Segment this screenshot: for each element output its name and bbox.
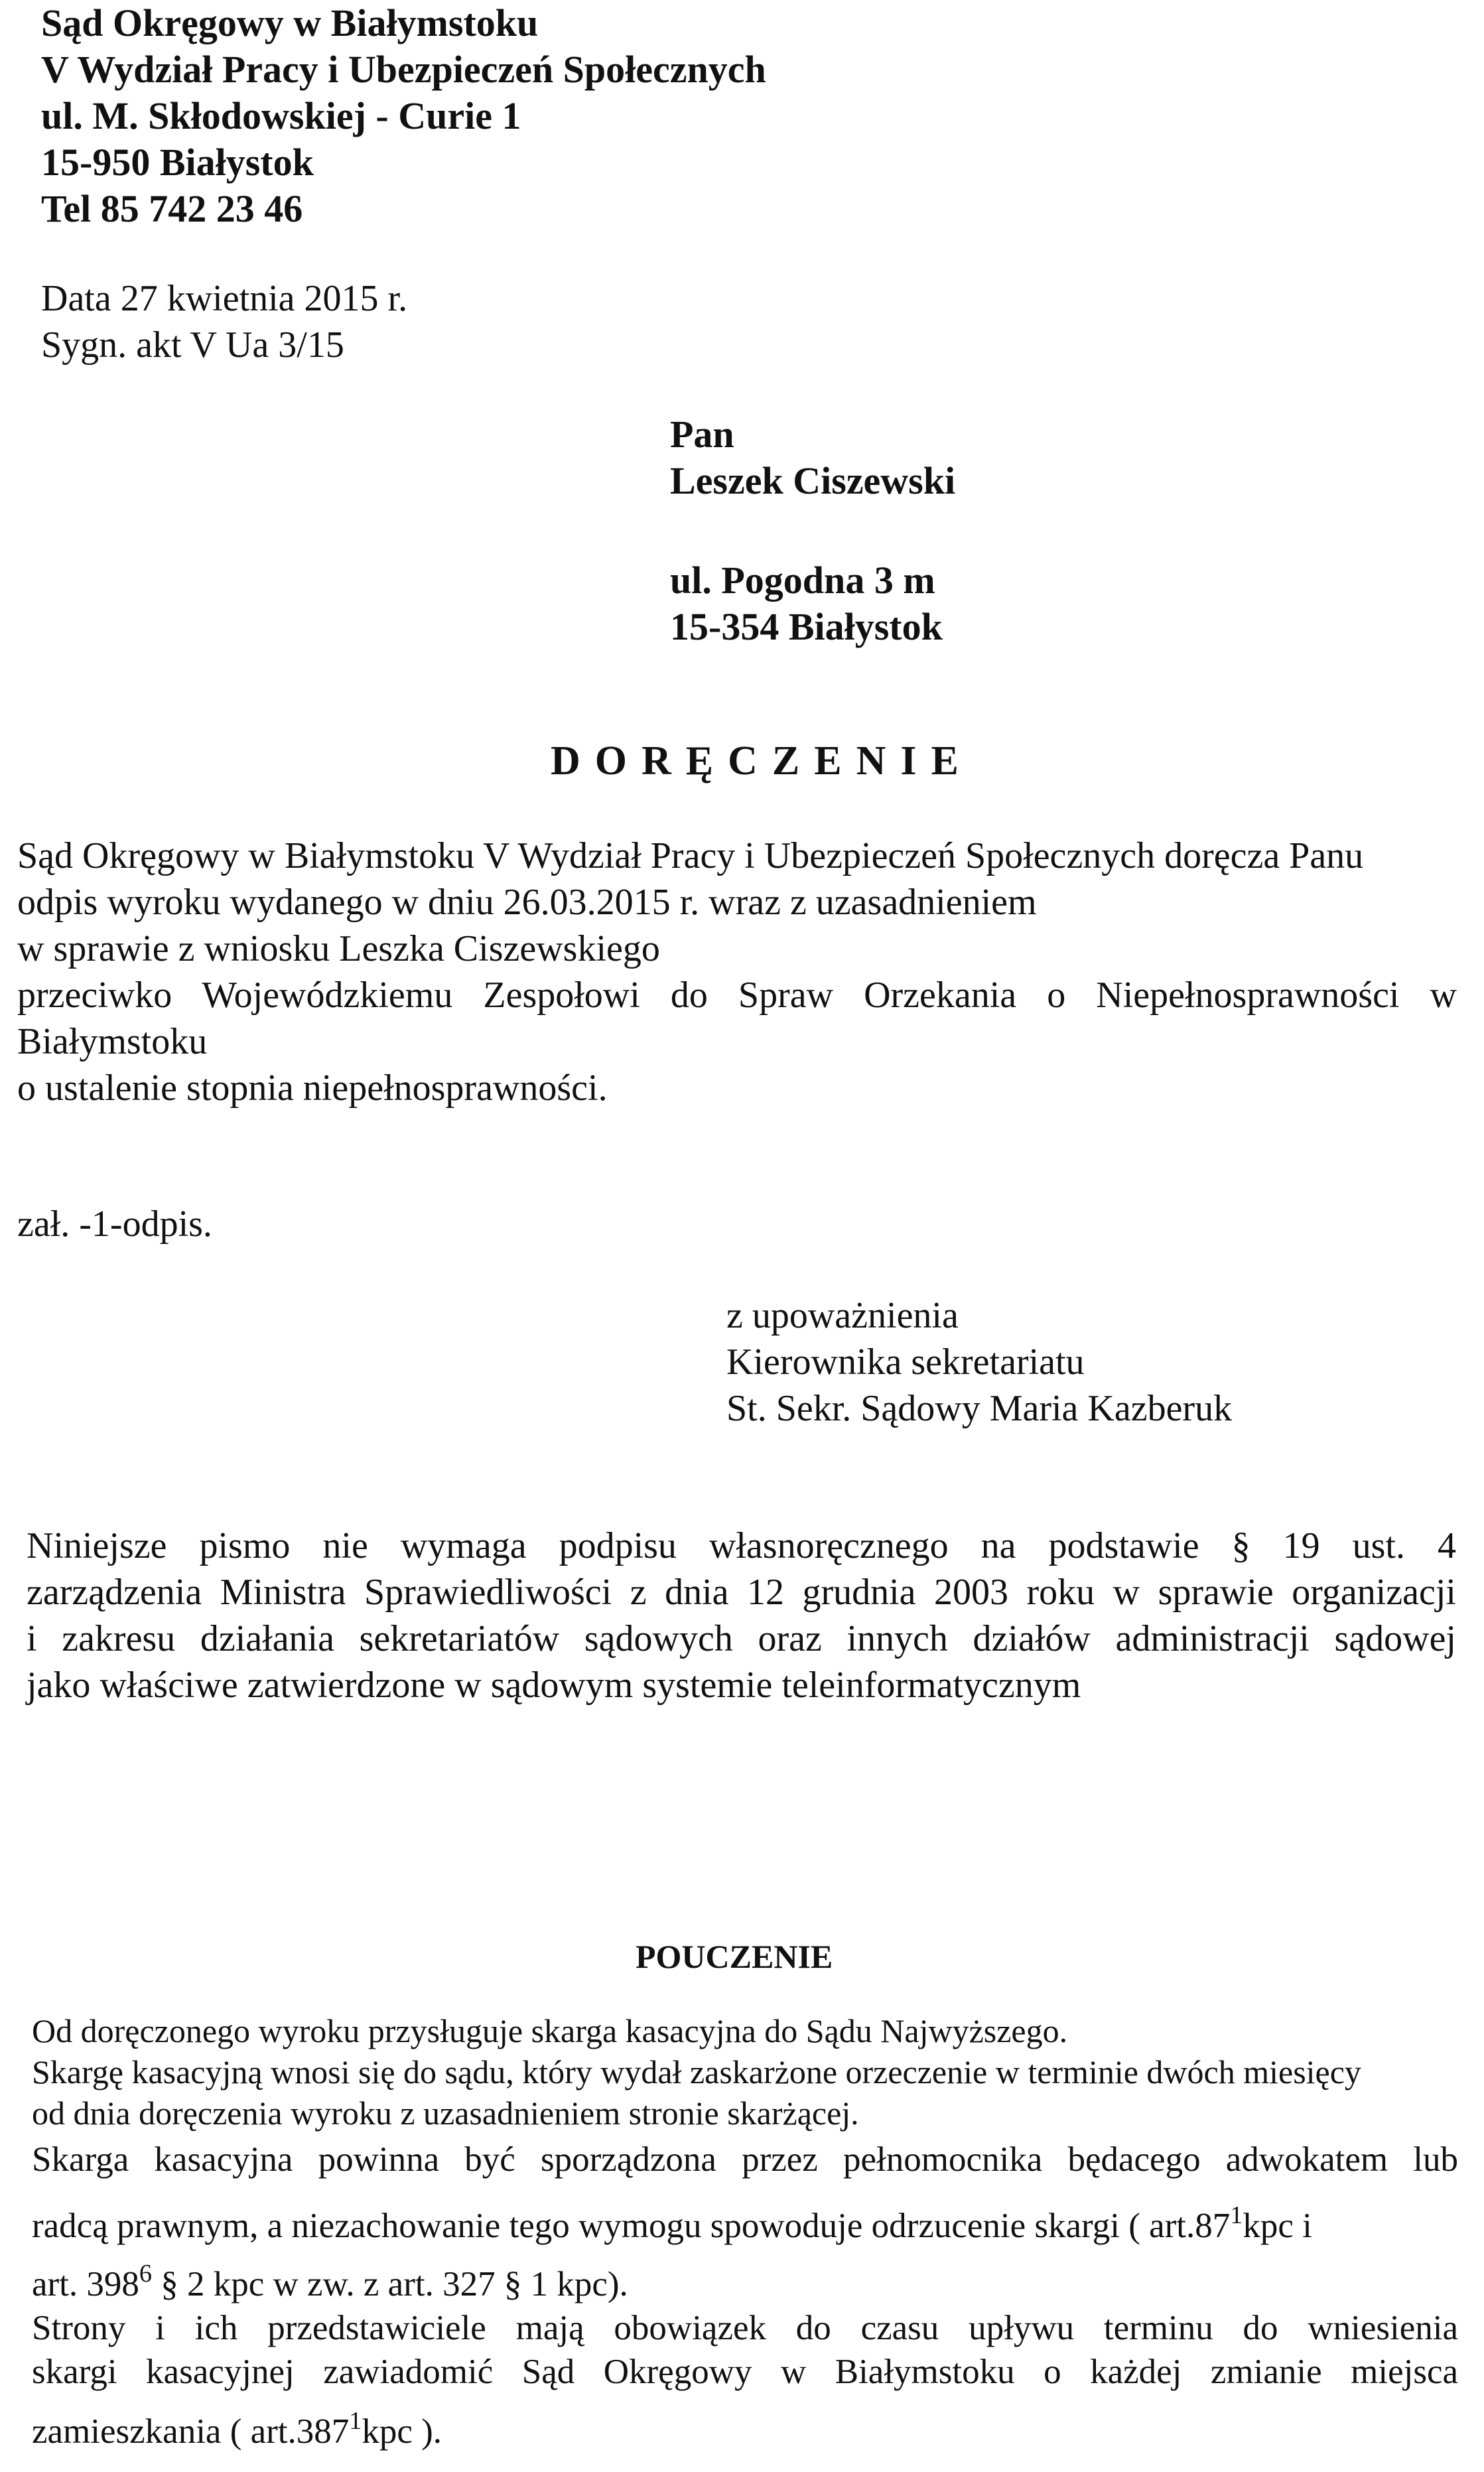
notice-line: odpis wyroku wydanego w dniu 26.03.2015 r. wraz z uzasadnieniem xyxy=(17,882,1037,923)
disclaimer-line: jako właściwe zatwierdzone w sądowym systemie teleinformatycznym xyxy=(27,1665,1081,1706)
disclaimer-line: i zakresu działania sekretariatów sądowych oraz innych działów administracji sądowej xyxy=(27,1618,1456,1659)
pouczenie-text: radcą prawnym, a niezachowanie tego wymogu spowoduje odrzucenie skargi ( art.87 xyxy=(32,2207,1231,2245)
article-superscript: 1 xyxy=(1230,2201,1243,2230)
court-city: 15-950 Białystok xyxy=(41,141,314,184)
pouczenie-line xyxy=(32,2262,628,2306)
signature-authorization: z upoważnienia xyxy=(726,1295,959,1336)
notice-line: przeciwko Wojewódzkiemu Zespołowi do Spraw Orzekania o Niepełnosprawności w xyxy=(17,975,1457,1016)
pouczenie-line: Od doręczonego wyroku przysługuje skarga kasacyjna do Sądu Najwyższego. xyxy=(32,2012,1068,2049)
recipient-salutation: Pan xyxy=(670,413,734,456)
court-street: ul. M. Skłodowskiej - Curie 1 xyxy=(41,94,521,137)
notice-line: o ustalenie stopnia niepełnosprawności. xyxy=(17,1067,608,1109)
pouczenie-title: POUCZENIE xyxy=(636,1938,833,1975)
disclaimer-line: Niniejsze pismo nie wymaga podpisu własnoręcznego na podstawie § 19 ust. 4 xyxy=(27,1525,1456,1566)
attachment-note: zał. -1-odpis. xyxy=(17,1203,212,1245)
pouczenie-line xyxy=(32,2201,1312,2248)
pouczenie-text: § 2 kpc w zw. z art. 327 § 1 kpc). xyxy=(151,2265,628,2303)
pouczenie-line: Skarga kasacyjna powinna być sporządzona przez pełnomocnika będacego adwokatem lub xyxy=(32,2140,1458,2179)
signature-name: St. Sekr. Sądowy Maria Kazberuk xyxy=(726,1388,1233,1429)
document-title: DORĘCZENIE xyxy=(551,738,973,784)
pouczenie-line: Strony i ich przedstawiciele mają obowiązek do czasu upływu terminu do wniesienia xyxy=(32,2309,1458,2347)
document-date: Data 27 kwietnia 2015 r. xyxy=(41,278,408,319)
notice-line: Białymstoku xyxy=(17,1021,208,1062)
pouczenie-line: od dnia doręczenia wyroku z uzasadnieniem stronie skarżącej. xyxy=(32,2094,859,2132)
court-phone: Tel 85 742 23 46 xyxy=(41,187,303,230)
article-superscript: 1 xyxy=(349,2407,362,2436)
notice-line: w sprawie z wniosku Leszka Ciszewskiego xyxy=(17,928,660,969)
recipient-city: 15-354 Białystok xyxy=(670,605,943,648)
recipient-street: ul. Pogodna 3 m xyxy=(670,559,935,602)
pouczenie-text: zamieszkania ( art.387 xyxy=(32,2412,350,2451)
court-division: V Wydział Pracy i Ubezpieczeń Społecznych xyxy=(41,48,766,91)
case-reference: Sygn. akt V Ua 3/15 xyxy=(41,324,344,366)
pouczenie-line xyxy=(32,2407,442,2453)
court-name: Sąd Okręgowy w Białymstoku xyxy=(41,1,539,44)
disclaimer-line: zarządzenia Ministra Sprawiedliwości z dnia 12 grudnia 2003 roku w sprawie organizacji xyxy=(27,1572,1456,1613)
pouczenie-line: skargi kasacyjnej zawiadomić Sąd Okręgowy w Białymstoku o każdej zmianie miejsca xyxy=(32,2353,1458,2391)
signature-role: Kierownika sekretariatu xyxy=(726,1341,1085,1383)
pouczenie-text: art. 398 xyxy=(32,2265,139,2303)
article-superscript: 6 xyxy=(139,2260,152,2288)
pouczenie-line: Skargę kasacyjną wnosi się do sądu, który wydał zaskarżone orzeczenie w terminie dwóch miesięcy xyxy=(32,2053,1361,2091)
recipient-name: Leszek Ciszewski xyxy=(670,459,956,502)
pouczenie-text: kpc ). xyxy=(362,2412,442,2451)
notice-line: Sąd Okręgowy w Białymstoku V Wydział Pracy i Ubezpieczeń Społecznych doręcza Panu xyxy=(17,835,1364,876)
pouczenie-text: kpc i xyxy=(1243,2207,1312,2245)
